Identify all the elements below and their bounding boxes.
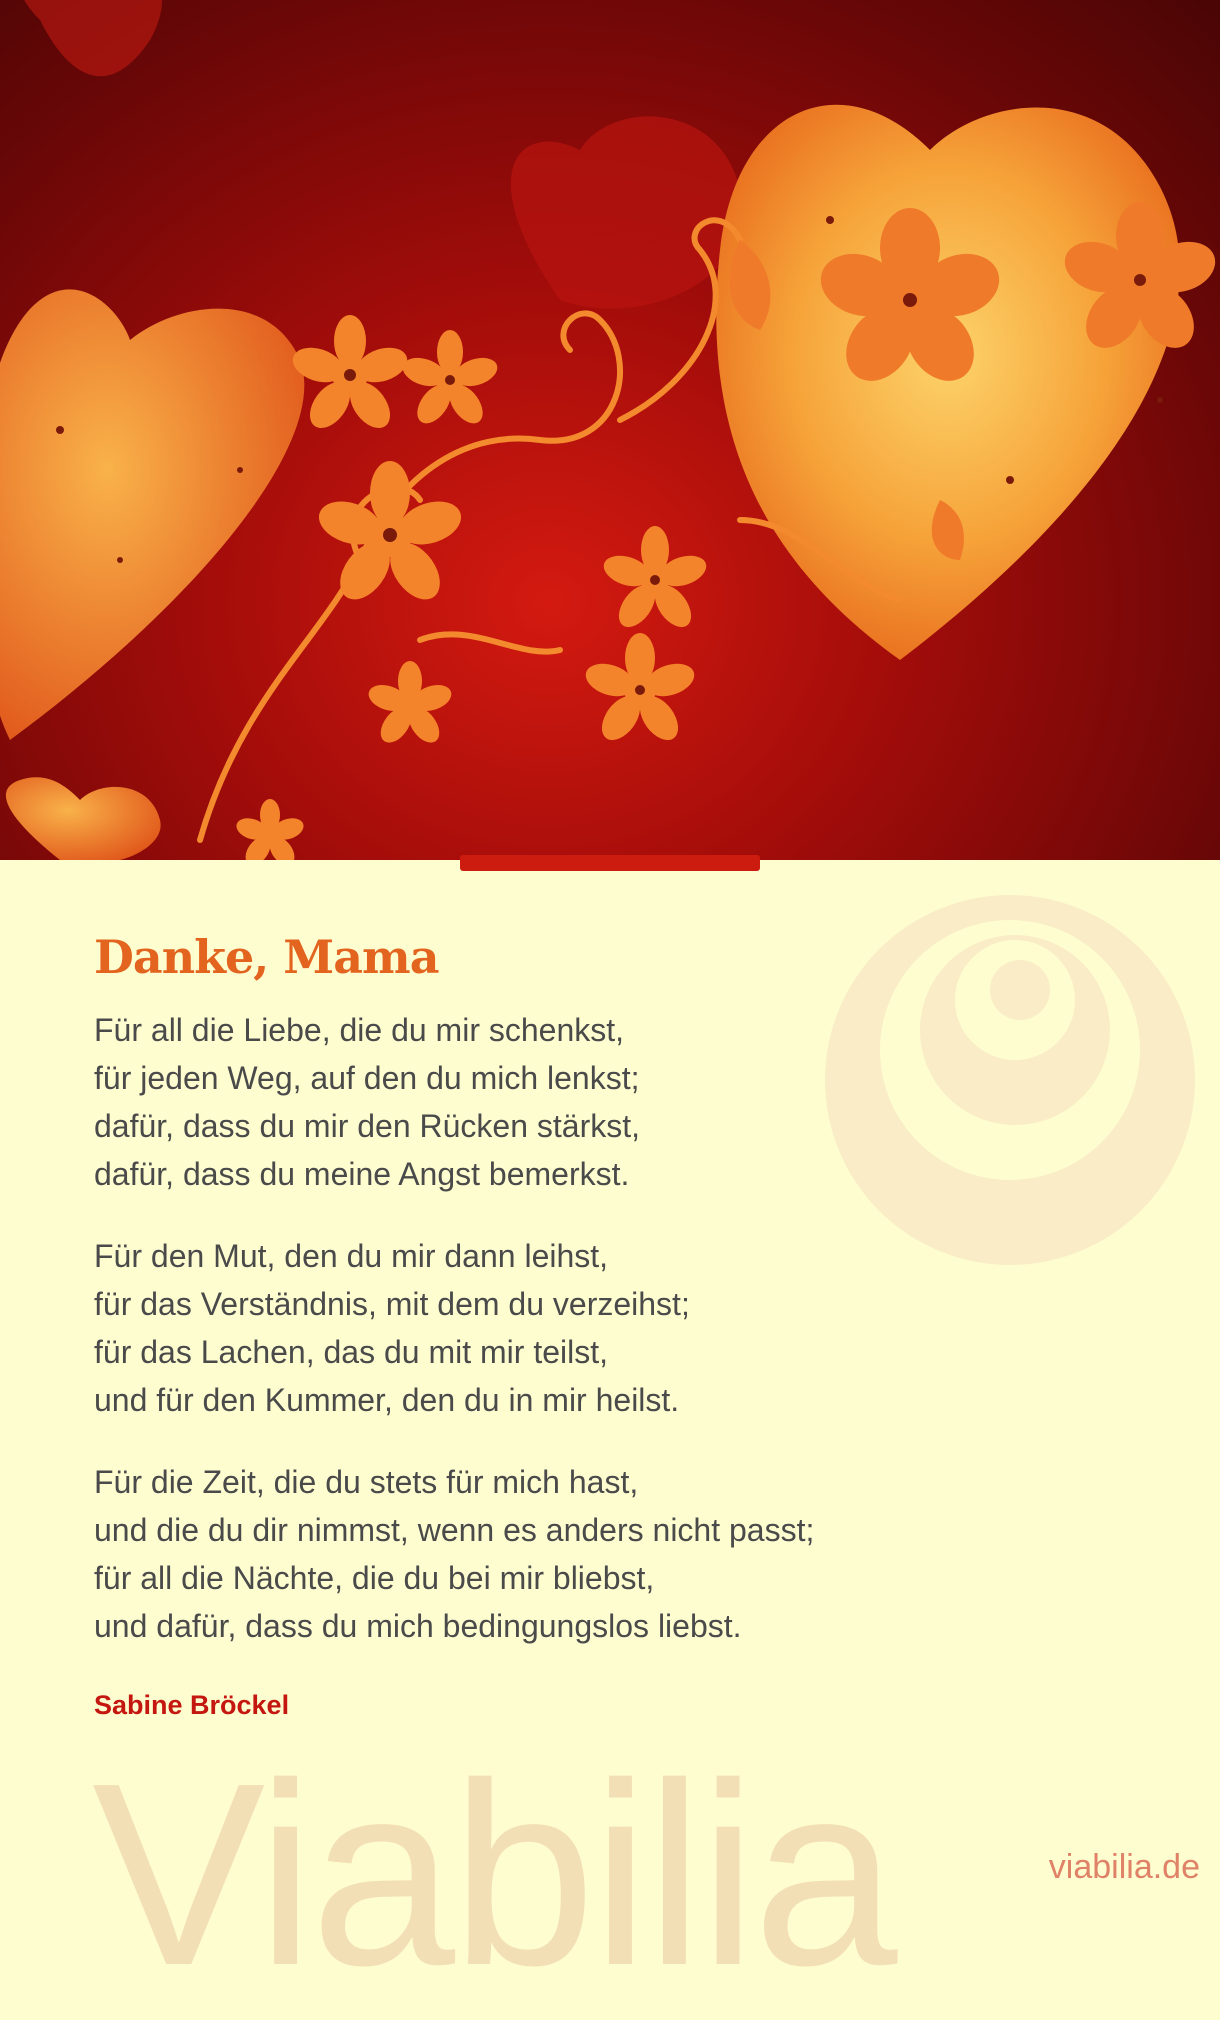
- poem-line: Für die Zeit, die du stets für mich hast,: [94, 1464, 639, 1500]
- watermark-logo-text: Viabilia: [92, 1730, 894, 2020]
- small-heart: [6, 777, 161, 860]
- stanza: [94, 1006, 994, 1198]
- bg-heart: [511, 116, 742, 308]
- stanza: [94, 1458, 994, 1650]
- poem-line: dafür, dass du mir den Rücken stärkst,: [94, 1108, 641, 1144]
- poem-title: Danke, Mama: [94, 930, 439, 984]
- accent-bar: [460, 855, 760, 871]
- poem-line: für all die Nächte, die du bei mir bliebst,: [94, 1560, 655, 1596]
- poem-line: und dafür, dass du mich bedingungslos liebst.: [94, 1608, 742, 1644]
- poem-line: für das Verständnis, mit dem du verzeihst;: [94, 1286, 690, 1322]
- site-link[interactable]: viabilia.de: [1048, 1848, 1200, 1886]
- hearts-illustration: [0, 0, 1220, 860]
- poem-line: für das Lachen, das du mit mir teilst,: [94, 1334, 608, 1370]
- left-heart: [0, 289, 304, 740]
- poem-card: [94, 930, 994, 1721]
- right-heart: [716, 105, 1180, 660]
- hero-image: [0, 0, 1220, 860]
- poem-line: dafür, dass du meine Angst bemerkst.: [94, 1156, 630, 1192]
- poem-line: und für den Kummer, den du in mir heilst.: [94, 1382, 680, 1418]
- poem-line: Für all die Liebe, die du mir schenkst,: [94, 1012, 625, 1048]
- poem-line: Für den Mut, den du mir dann leihst,: [94, 1238, 609, 1274]
- stanza: [94, 1232, 994, 1424]
- poem-author: Sabine Bröckel: [94, 1690, 290, 1720]
- poem-line: für jeden Weg, auf den du mich lenkst;: [94, 1060, 640, 1096]
- bg-heart: [18, 0, 162, 76]
- poem-line: und die du dir nimmst, wenn es anders nicht passt;: [94, 1512, 815, 1548]
